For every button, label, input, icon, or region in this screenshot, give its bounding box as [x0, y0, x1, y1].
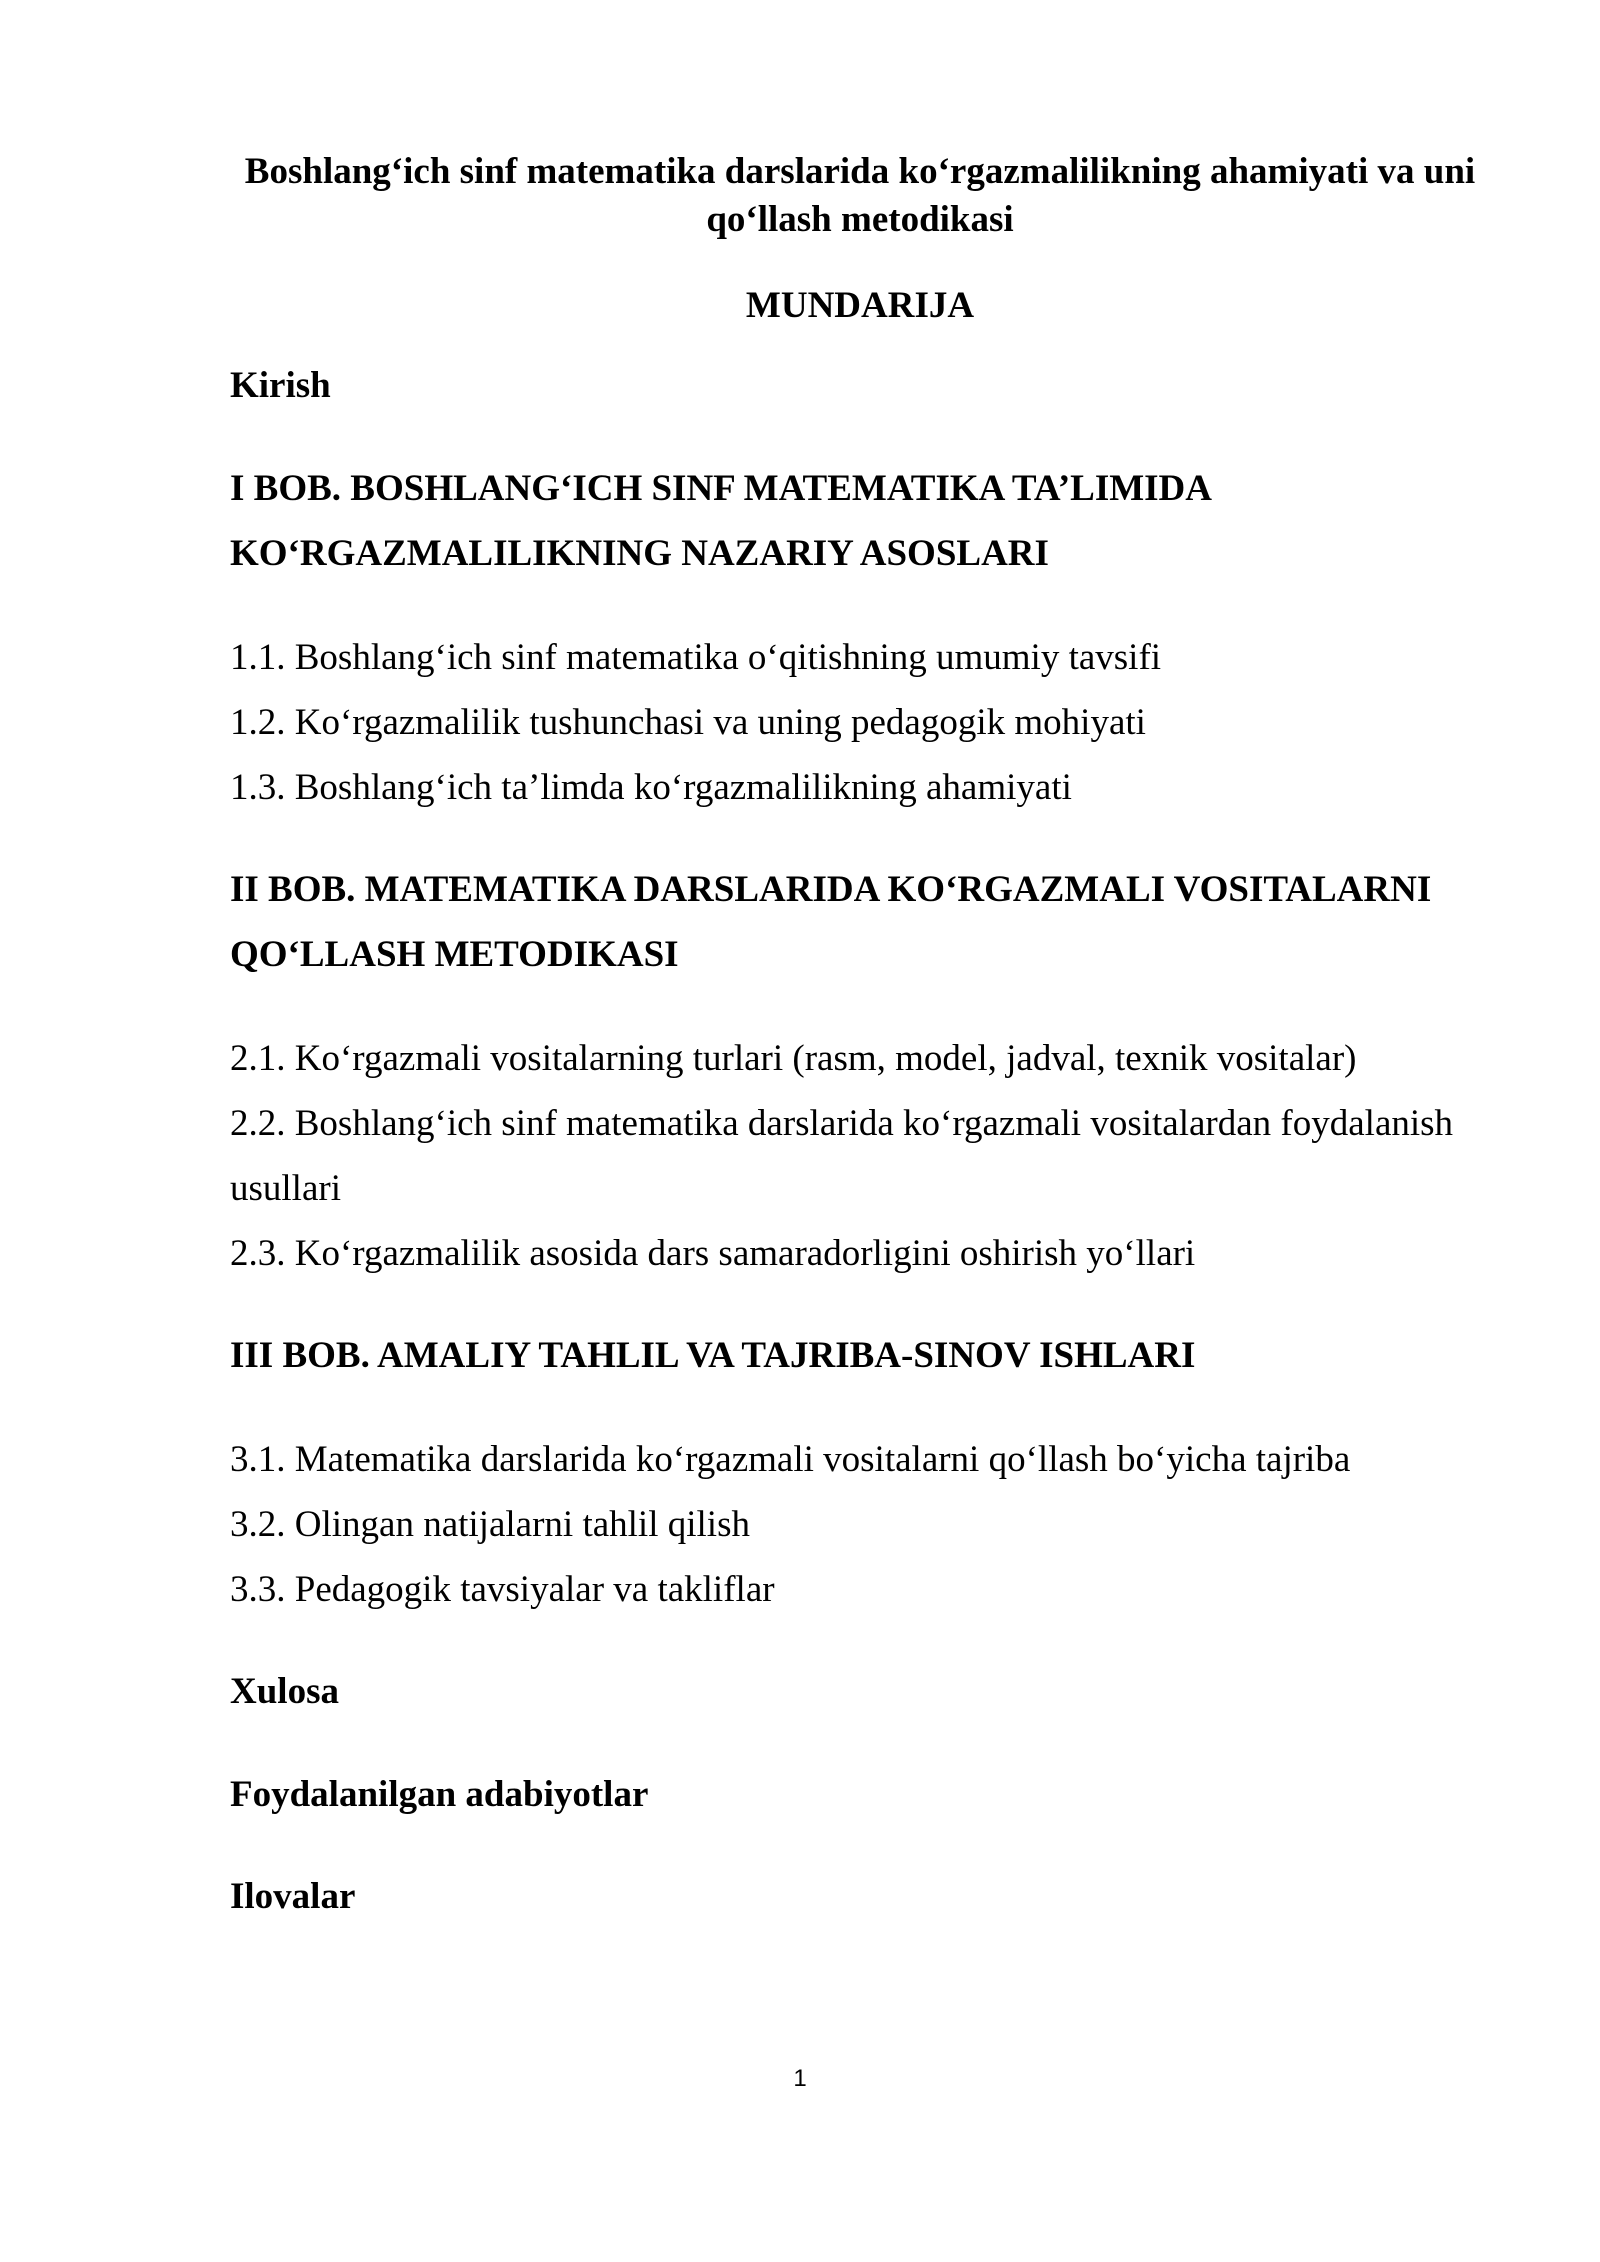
- chapter-2-title-line-2: QO‘LLASH METODIKASI: [230, 934, 679, 975]
- toc-entry-2-2: 2.2. Boshlang‘ich sinf matematika darslarida ko‘rgazmali vositalardan foydalanish: [230, 1103, 1454, 1144]
- toc-entry-3-1: 3.1. Matematika darslarida ko‘rgazmali vositalarni qo‘llash bo‘yicha tajriba: [230, 1439, 1351, 1480]
- document-title-line-1: Boshlang‘ich sinf matematika darslarida ko‘rgazmalilikning ahamiyati va uni: [244, 151, 1476, 192]
- chapter-1-title-line-2: KO‘RGAZMALILIKNING NAZARIY ASOSLARI: [230, 533, 1049, 574]
- chapter-2-title-line-1: II BOB. MATEMATIKA DARSLARIDA KO‘RGAZMALI VOSITALARNI: [230, 869, 1432, 910]
- toc-entry-1-2: 1.2. Ko‘rgazmalilik tushunchasi va uning pedagogik mohiyati: [230, 702, 1146, 743]
- toc-entry-1-1: 1.1. Boshlang‘ich sinf matematika o‘qitishning umumiy tavsifi: [230, 637, 1162, 678]
- toc-entry-appendices: Ilovalar: [230, 1876, 356, 1917]
- toc-entry-3-2: 3.2. Olingan natijalarni tahlil qilish: [230, 1504, 750, 1545]
- chapter-3-title: III BOB. AMALIY TAHLIL VA TAJRIBA-SINOV ISHLARI: [230, 1335, 1196, 1376]
- toc-entry-2-3: 2.3. Ko‘rgazmalilik asosida dars samaradorligini oshirish yo‘llari: [230, 1233, 1196, 1274]
- toc-entry-1-3: 1.3. Boshlang‘ich ta’limda ko‘rgazmalilikning ahamiyati: [230, 767, 1072, 808]
- chapter-1-title-line-1: I BOB. BOSHLANG‘ICH SINF MATEMATIKA TA’LIMIDA: [230, 468, 1212, 509]
- toc-entry-2-1: 2.1. Ko‘rgazmali vositalarning turlari (rasm, model, jadval, texnik vositalar): [230, 1038, 1357, 1079]
- document-title-line-2: qo‘llash metodikasi: [706, 199, 1014, 240]
- page-number: 1: [793, 2065, 807, 2092]
- contents-heading: MUNDARIJA: [745, 285, 975, 326]
- document-title: [200, 148, 1520, 244]
- toc-entry-intro: Kirish: [230, 365, 331, 406]
- toc-entry-references: Foydalanilgan adabiyotlar: [230, 1774, 649, 1815]
- toc-entry-3-3: 3.3. Pedagogik tavsiyalar va takliflar: [230, 1569, 775, 1610]
- toc-entry-2-2-continued: usullari: [230, 1168, 341, 1209]
- toc-entry-conclusion: Xulosa: [230, 1671, 339, 1712]
